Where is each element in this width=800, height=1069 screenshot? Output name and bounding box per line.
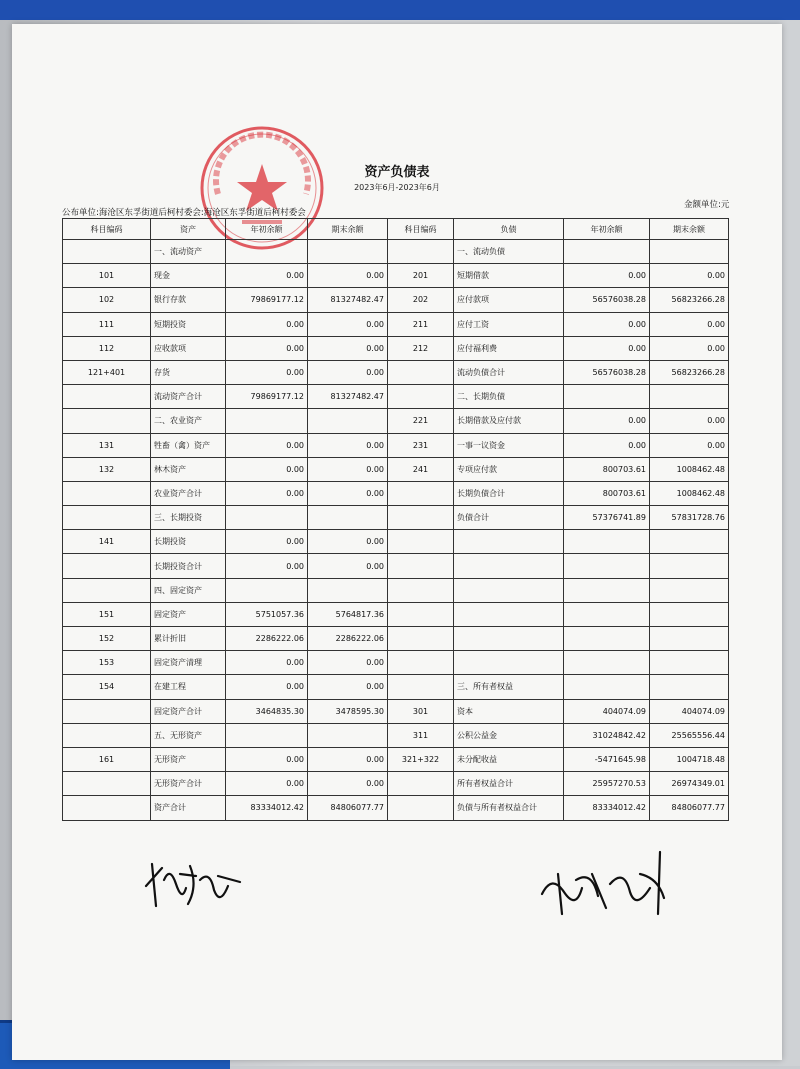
liability-name: 应付工资 (454, 312, 564, 336)
asset-end-balance: 0.00 (308, 747, 388, 771)
asset-begin-balance: 0.00 (226, 554, 308, 578)
asset-name: 无形资产合计 (151, 772, 226, 796)
liability-end-balance (650, 627, 729, 651)
liability-code: 202 (388, 288, 454, 312)
table-row (63, 433, 729, 457)
liability-end-balance: 1004718.48 (650, 747, 729, 771)
asset-name: 固定资产清理 (151, 651, 226, 675)
table-row (63, 530, 729, 554)
asset-end-balance: 0.00 (308, 530, 388, 554)
asset-name: 流动资产合计 (151, 385, 226, 409)
liability-end-balance: 56823266.28 (650, 360, 729, 384)
account-code: 131 (63, 433, 151, 457)
asset-name: 三、长期投资 (151, 506, 226, 530)
account-code (63, 723, 151, 747)
account-code (63, 385, 151, 409)
asset-begin-balance: 0.00 (226, 360, 308, 384)
header-cell: 年初余额 (564, 219, 650, 240)
account-code: 111 (63, 312, 151, 336)
table-row (63, 747, 729, 771)
asset-name: 农业资产合计 (151, 481, 226, 505)
reporting-period: 2023年6月-2023年6月 (354, 183, 440, 192)
liability-end-balance (650, 240, 729, 264)
liability-end-balance (650, 651, 729, 675)
liability-code (388, 554, 454, 578)
account-code (63, 240, 151, 264)
liability-begin-balance: 31024842.42 (564, 723, 650, 747)
header-cell: 期末余额 (308, 219, 388, 240)
liability-begin-balance: 800703.61 (564, 457, 650, 481)
liability-name: 负债合计 (454, 506, 564, 530)
asset-end-balance: 0.00 (308, 554, 388, 578)
liability-name: 一、流动负债 (454, 240, 564, 264)
asset-name: 在建工程 (151, 675, 226, 699)
liability-end-balance: 1008462.48 (650, 481, 729, 505)
asset-end-balance: 0.00 (308, 312, 388, 336)
liability-code: 211 (388, 312, 454, 336)
publisher-line: 公布单位:海沧区东孚街道后柯村委会:海沧区东孚街道后柯村委会 (62, 208, 306, 218)
table-row (63, 481, 729, 505)
account-code: 161 (63, 747, 151, 771)
asset-end-balance (308, 578, 388, 602)
liability-name: 应付款项 (454, 288, 564, 312)
asset-begin-balance: 3464835.30 (226, 699, 308, 723)
liability-begin-balance (564, 385, 650, 409)
liability-end-balance (650, 578, 729, 602)
asset-begin-balance: 0.00 (226, 433, 308, 457)
asset-end-balance: 2286222.06 (308, 627, 388, 651)
currency-unit: 金额单位:元 (684, 200, 730, 210)
table-row (63, 554, 729, 578)
liability-end-balance: 404074.09 (650, 699, 729, 723)
asset-begin-balance (226, 409, 308, 433)
table-row (63, 288, 729, 312)
asset-begin-balance: 0.00 (226, 264, 308, 288)
asset-begin-balance (226, 506, 308, 530)
account-code (63, 578, 151, 602)
asset-begin-balance (226, 723, 308, 747)
table-row (63, 723, 729, 747)
liability-code (388, 240, 454, 264)
account-code: 132 (63, 457, 151, 481)
table-row (63, 385, 729, 409)
liability-code (388, 360, 454, 384)
liability-code: 221 (388, 409, 454, 433)
asset-name: 长期投资 (151, 530, 226, 554)
table-row (63, 240, 729, 264)
liability-end-balance (650, 554, 729, 578)
liability-code: 311 (388, 723, 454, 747)
asset-name: 五、无形资产 (151, 723, 226, 747)
asset-name: 资产合计 (151, 796, 226, 820)
liability-begin-balance: 404074.09 (564, 699, 650, 723)
balance-sheet (62, 218, 742, 858)
asset-end-balance: 0.00 (308, 360, 388, 384)
liability-name: 负债与所有者权益合计 (454, 796, 564, 820)
liability-name: 长期负债合计 (454, 481, 564, 505)
asset-end-balance: 81327482.47 (308, 385, 388, 409)
table-row (63, 409, 729, 433)
asset-name: 固定资产 (151, 602, 226, 626)
table-header-row (63, 219, 729, 240)
liability-end-balance: 0.00 (650, 433, 729, 457)
asset-begin-balance: 0.00 (226, 747, 308, 771)
liability-name: 所有者权益合计 (454, 772, 564, 796)
liability-end-balance: 84806077.77 (650, 796, 729, 820)
liability-begin-balance (564, 675, 650, 699)
table-row (63, 627, 729, 651)
header-cell: 资产 (151, 219, 226, 240)
liability-name (454, 627, 564, 651)
table-row (63, 651, 729, 675)
asset-begin-balance: 2286222.06 (226, 627, 308, 651)
table-row (63, 675, 729, 699)
asset-end-balance: 0.00 (308, 651, 388, 675)
asset-begin-balance: 0.00 (226, 651, 308, 675)
asset-end-balance (308, 506, 388, 530)
account-code: 152 (63, 627, 151, 651)
liability-begin-balance: 800703.61 (564, 481, 650, 505)
liability-code (388, 530, 454, 554)
header-cell: 科目编码 (388, 219, 454, 240)
header-cell: 期末余额 (650, 219, 729, 240)
liability-end-balance (650, 385, 729, 409)
asset-name: 固定资产合计 (151, 699, 226, 723)
account-code (63, 554, 151, 578)
asset-name: 银行存款 (151, 288, 226, 312)
liability-end-balance (650, 602, 729, 626)
asset-begin-balance (226, 578, 308, 602)
asset-end-balance: 81327482.47 (308, 288, 388, 312)
liability-code (388, 481, 454, 505)
liability-code: 201 (388, 264, 454, 288)
liability-code (388, 602, 454, 626)
asset-end-balance (308, 723, 388, 747)
asset-begin-balance: 0.00 (226, 457, 308, 481)
liability-code: 212 (388, 336, 454, 360)
liability-code (388, 506, 454, 530)
account-code: 101 (63, 264, 151, 288)
liability-begin-balance: 57376741.89 (564, 506, 650, 530)
asset-name: 牲畜（禽）资产 (151, 433, 226, 457)
liability-end-balance: 0.00 (650, 264, 729, 288)
liability-begin-balance (564, 602, 650, 626)
liability-name (454, 651, 564, 675)
asset-end-balance: 0.00 (308, 772, 388, 796)
liability-begin-balance (564, 651, 650, 675)
liability-code (388, 675, 454, 699)
table-row (63, 312, 729, 336)
asset-end-balance: 3478595.30 (308, 699, 388, 723)
asset-name: 无形资产 (151, 747, 226, 771)
liability-code (388, 796, 454, 820)
liability-end-balance: 0.00 (650, 336, 729, 360)
table-row (63, 506, 729, 530)
account-code: 153 (63, 651, 151, 675)
asset-name: 现金 (151, 264, 226, 288)
table-row (63, 602, 729, 626)
liability-code: 231 (388, 433, 454, 457)
liability-begin-balance (564, 578, 650, 602)
asset-begin-balance: 0.00 (226, 772, 308, 796)
asset-begin-balance: 0.00 (226, 481, 308, 505)
asset-name: 存货 (151, 360, 226, 384)
table-row (63, 772, 729, 796)
liability-begin-balance: 56576038.28 (564, 288, 650, 312)
liability-begin-balance: 0.00 (564, 264, 650, 288)
signature-left-icon (140, 846, 250, 916)
table-row (63, 457, 729, 481)
document-title: 资产负债表 (364, 165, 430, 180)
liability-end-balance: 56823266.28 (650, 288, 729, 312)
account-code: 151 (63, 602, 151, 626)
liability-begin-balance: -5471645.98 (564, 747, 650, 771)
account-code: 154 (63, 675, 151, 699)
document-sheet (12, 24, 782, 1060)
asset-name: 短期投资 (151, 312, 226, 336)
liability-name (454, 530, 564, 554)
liability-begin-balance (564, 554, 650, 578)
liability-end-balance: 57831728.76 (650, 506, 729, 530)
liability-begin-balance: 83334012.42 (564, 796, 650, 820)
header-cell: 年初余额 (226, 219, 308, 240)
liability-name (454, 578, 564, 602)
asset-end-balance (308, 240, 388, 264)
account-code (63, 409, 151, 433)
asset-end-balance: 5764817.36 (308, 602, 388, 626)
liability-begin-balance: 0.00 (564, 433, 650, 457)
asset-begin-balance: 79869177.12 (226, 288, 308, 312)
asset-begin-balance: 0.00 (226, 530, 308, 554)
asset-begin-balance: 0.00 (226, 675, 308, 699)
asset-name: 长期投资合计 (151, 554, 226, 578)
asset-end-balance (308, 409, 388, 433)
asset-name: 四、固定资产 (151, 578, 226, 602)
liability-name: 流动负债合计 (454, 360, 564, 384)
liability-end-balance (650, 675, 729, 699)
table-row (63, 699, 729, 723)
table-row (63, 264, 729, 288)
asset-name: 林木资产 (151, 457, 226, 481)
header-cell: 科目编码 (63, 219, 151, 240)
liability-name: 长期借款及应付款 (454, 409, 564, 433)
asset-end-balance: 84806077.77 (308, 796, 388, 820)
liability-begin-balance (564, 240, 650, 264)
account-code (63, 506, 151, 530)
liability-end-balance: 26974349.01 (650, 772, 729, 796)
account-code (63, 699, 151, 723)
account-code: 141 (63, 530, 151, 554)
account-code: 112 (63, 336, 151, 360)
liability-name (454, 554, 564, 578)
liability-name: 专项应付款 (454, 457, 564, 481)
liability-code (388, 627, 454, 651)
liability-code (388, 651, 454, 675)
liability-name: 三、所有者权益 (454, 675, 564, 699)
signature-right-icon (532, 844, 682, 924)
liability-begin-balance: 0.00 (564, 336, 650, 360)
liability-code: 301 (388, 699, 454, 723)
liability-code (388, 772, 454, 796)
asset-end-balance: 0.00 (308, 264, 388, 288)
liability-name: 二、长期负债 (454, 385, 564, 409)
asset-begin-balance: 79869177.12 (226, 385, 308, 409)
liability-code (388, 578, 454, 602)
liability-code: 321+322 (388, 747, 454, 771)
asset-name: 一、流动资产 (151, 240, 226, 264)
table-row (63, 796, 729, 820)
liability-name: 一事一议资金 (454, 433, 564, 457)
asset-begin-balance (226, 240, 308, 264)
liability-name: 应付福利费 (454, 336, 564, 360)
liability-end-balance: 25565556.44 (650, 723, 729, 747)
account-code (63, 481, 151, 505)
table-row (63, 336, 729, 360)
liability-end-balance: 1008462.48 (650, 457, 729, 481)
asset-end-balance: 0.00 (308, 457, 388, 481)
liability-name: 未分配收益 (454, 747, 564, 771)
liability-begin-balance (564, 627, 650, 651)
account-code (63, 772, 151, 796)
asset-end-balance: 0.00 (308, 481, 388, 505)
header-cell: 负债 (454, 219, 564, 240)
liability-end-balance: 0.00 (650, 409, 729, 433)
asset-begin-balance: 83334012.42 (226, 796, 308, 820)
liability-begin-balance: 0.00 (564, 312, 650, 336)
asset-end-balance: 0.00 (308, 336, 388, 360)
asset-begin-balance: 5751057.36 (226, 602, 308, 626)
asset-end-balance: 0.00 (308, 675, 388, 699)
liability-begin-balance: 0.00 (564, 409, 650, 433)
asset-begin-balance: 0.00 (226, 336, 308, 360)
account-code: 102 (63, 288, 151, 312)
asset-end-balance: 0.00 (308, 433, 388, 457)
liability-end-balance: 0.00 (650, 312, 729, 336)
liability-name: 资本 (454, 699, 564, 723)
liability-code (388, 385, 454, 409)
asset-name: 累计折旧 (151, 627, 226, 651)
liability-end-balance (650, 530, 729, 554)
account-code (63, 796, 151, 820)
liability-begin-balance: 25957270.53 (564, 772, 650, 796)
liability-code: 241 (388, 457, 454, 481)
liability-name (454, 602, 564, 626)
asset-begin-balance: 0.00 (226, 312, 308, 336)
table-row (63, 360, 729, 384)
liability-name: 短期借款 (454, 264, 564, 288)
liability-name: 公积公益金 (454, 723, 564, 747)
liability-begin-balance (564, 530, 650, 554)
asset-name: 二、农业资产 (151, 409, 226, 433)
asset-name: 应收款项 (151, 336, 226, 360)
liability-begin-balance: 56576038.28 (564, 360, 650, 384)
balance-sheet-table (62, 218, 729, 821)
table-row (63, 578, 729, 602)
account-code: 121+401 (63, 360, 151, 384)
